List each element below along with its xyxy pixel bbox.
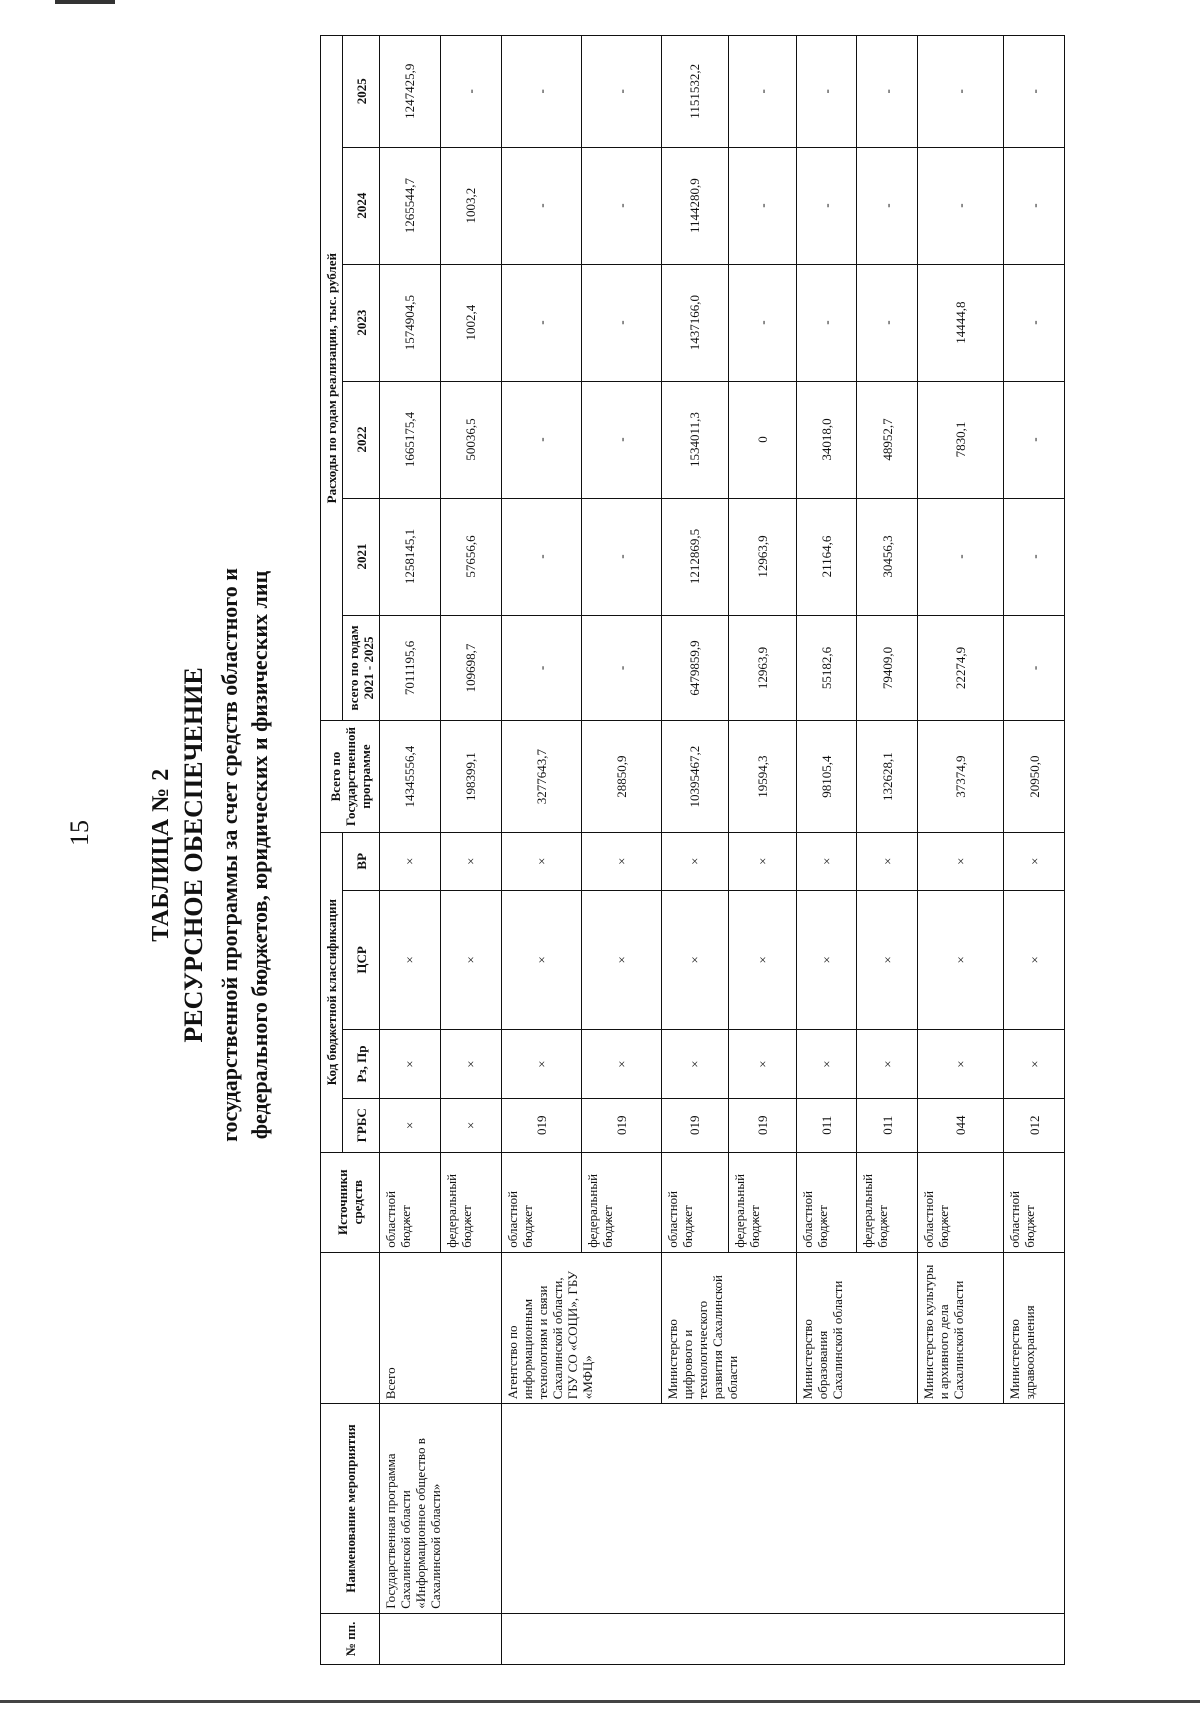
header-2025: 2025	[343, 36, 380, 148]
cell-2024: -	[796, 147, 857, 264]
cell-2023: -	[729, 264, 797, 381]
cell-2022: 7830,1	[918, 381, 1004, 498]
cell-vr: ×	[440, 832, 501, 890]
cell-2021: 1212869,5	[661, 498, 729, 615]
cell-years-total: 55182,6	[796, 615, 857, 721]
cell-2023: -	[796, 264, 857, 381]
cell-2022: 1534011,3	[661, 381, 729, 498]
cell-source: областной бюджет	[380, 1152, 441, 1252]
cell-2022: -	[501, 381, 581, 498]
cell-2024: -	[857, 147, 918, 264]
cell-rzpr: ×	[661, 1029, 729, 1098]
resource-table-container	[320, 35, 1065, 1665]
header-rzpr: Рз, Пр	[343, 1029, 380, 1098]
cell-2022: 0	[729, 381, 797, 498]
cell-grbs: ×	[440, 1099, 501, 1152]
cell-total: 37374,9	[918, 721, 1004, 832]
cell-source: областной бюджет	[918, 1152, 1004, 1252]
cell-vr: ×	[796, 832, 857, 890]
cell-executor: Всего	[380, 1252, 502, 1404]
cell-grbs: 011	[796, 1099, 857, 1152]
cell-csr: ×	[501, 890, 581, 1029]
cell-executor: Агентство по информационным технологиям и связи Сахалинской области, ГБУ СО «СОЦИ», ГБУ «МФЦ»	[501, 1252, 661, 1404]
cell-total: 28850,9	[581, 721, 661, 832]
cell-years-total: 79409,0	[857, 615, 918, 721]
cell-2025: -	[857, 36, 918, 148]
cell-grbs: 011	[857, 1099, 918, 1152]
header-num: № пп.	[321, 1613, 380, 1664]
cell-2021: -	[581, 498, 661, 615]
header-csr: ЦСР	[343, 890, 380, 1029]
cell-2024: -	[729, 147, 797, 264]
cell-2024: -	[1004, 147, 1065, 264]
cell-2023: 1574904,5	[380, 264, 441, 381]
cell-2024: -	[918, 147, 1004, 264]
cell-rzpr: ×	[501, 1029, 581, 1098]
cell-2021: -	[1004, 498, 1065, 615]
cell-csr: ×	[581, 890, 661, 1029]
cell-2022: 34018,0	[796, 381, 857, 498]
header-expenses: Расходы по годам реализации, тыс. рублей	[321, 36, 343, 721]
cell-2021: -	[501, 498, 581, 615]
header-2022: 2022	[343, 381, 380, 498]
cell-num	[501, 1613, 1064, 1664]
table-row	[501, 36, 581, 1665]
cell-2025: -	[1004, 36, 1065, 148]
table-label: ТАБЛИЦА № 2	[148, 768, 174, 942]
cell-vr: ×	[857, 832, 918, 890]
cell-2022: 1665175,4	[380, 381, 441, 498]
cell-2023: -	[1004, 264, 1065, 381]
cell-grbs: 019	[729, 1099, 797, 1152]
cell-grbs: 012	[1004, 1099, 1065, 1152]
cell-2023: -	[857, 264, 918, 381]
cell-grbs: 044	[918, 1099, 1004, 1152]
cell-total: 132628,1	[857, 721, 918, 832]
cell-source: областной бюджет	[1004, 1152, 1065, 1252]
page-number: 15	[65, 820, 94, 846]
resource-table	[320, 35, 1065, 1665]
cell-csr: ×	[796, 890, 857, 1029]
cell-vr: ×	[1004, 832, 1065, 890]
cell-source: областной бюджет	[661, 1152, 729, 1252]
cell-2021: 21164,6	[796, 498, 857, 615]
header-total-program: Всего по Государственной программе	[321, 721, 380, 832]
cell-2021: 57656,6	[440, 498, 501, 615]
cell-2025: -	[918, 36, 1004, 148]
cell-2022: -	[581, 381, 661, 498]
cell-num	[380, 1613, 502, 1664]
cell-csr: ×	[857, 890, 918, 1029]
header-grbs: ГРБС	[343, 1099, 380, 1152]
cell-years-total: -	[1004, 615, 1065, 721]
cell-2023: 14444,8	[918, 264, 1004, 381]
cell-total: 10395467,2	[661, 721, 729, 832]
cell-vr: ×	[661, 832, 729, 890]
cell-total: 19594,3	[729, 721, 797, 832]
cell-2024: -	[501, 147, 581, 264]
cell-2021: 30456,3	[857, 498, 918, 615]
cell-2022: -	[1004, 381, 1065, 498]
cell-years-total: 7011195,6	[380, 615, 441, 721]
cell-years-total: 109698,7	[440, 615, 501, 721]
cell-csr: ×	[1004, 890, 1065, 1029]
cell-grbs: ×	[380, 1099, 441, 1152]
cell-years-total: 22274,9	[918, 615, 1004, 721]
header-name: Наименование мероприятия	[321, 1404, 380, 1613]
cell-2025: -	[440, 36, 501, 148]
cell-2025: 1151532,2	[661, 36, 729, 148]
cell-rzpr: ×	[918, 1029, 1004, 1098]
cell-total: 3277643,7	[501, 721, 581, 832]
cell-grbs: 019	[661, 1099, 729, 1152]
page-subtitle-line-1: государственной программы за счет средств областного и	[217, 568, 242, 1142]
cell-source: федеральный бюджет	[729, 1152, 797, 1252]
cell-vr: ×	[918, 832, 1004, 890]
cell-2022: 48952,7	[857, 381, 918, 498]
cell-total: 198399,1	[440, 721, 501, 832]
cell-rzpr: ×	[1004, 1029, 1065, 1098]
cell-years-total: 12963,9	[729, 615, 797, 721]
cell-grbs: 019	[501, 1099, 581, 1152]
cell-program-name: Государственная программа Сахалинской области «Информационное общество в Сахалинской области»	[380, 1404, 502, 1613]
cell-executor: Министерство образования Сахалинской области	[796, 1252, 918, 1404]
cell-2021: -	[918, 498, 1004, 615]
cell-vr: ×	[581, 832, 661, 890]
cell-csr: ×	[440, 890, 501, 1029]
page-title: РЕСУРСНОЕ ОБЕСПЕЧЕНИЕ	[179, 667, 208, 1043]
cell-2025: -	[796, 36, 857, 148]
cell-2021: 12963,9	[729, 498, 797, 615]
header-budget-code: Код бюджетной классификации	[321, 832, 343, 1152]
cell-csr: ×	[661, 890, 729, 1029]
header-executor	[321, 1252, 380, 1404]
cell-rzpr: ×	[796, 1029, 857, 1098]
cell-rzpr: ×	[857, 1029, 918, 1098]
cell-2023: -	[501, 264, 581, 381]
cell-years-total: 6479859,9	[661, 615, 729, 721]
cell-csr: ×	[918, 890, 1004, 1029]
cell-2023: -	[581, 264, 661, 381]
cell-2023: 1437166,0	[661, 264, 729, 381]
scan-edge-mark	[55, 0, 115, 4]
header-2021: 2021	[343, 498, 380, 615]
cell-2024: -	[581, 147, 661, 264]
cell-source: федеральный бюджет	[857, 1152, 918, 1252]
cell-2025: 1247425,9	[380, 36, 441, 148]
cell-vr: ×	[380, 832, 441, 890]
table-row	[380, 36, 441, 1665]
cell-rzpr: ×	[729, 1029, 797, 1098]
cell-source: федеральный бюджет	[440, 1152, 501, 1252]
header-2024: 2024	[343, 147, 380, 264]
cell-years-total: -	[501, 615, 581, 721]
header-row-1	[321, 36, 343, 1665]
cell-executor: Министерство здравоохранения	[1004, 1252, 1065, 1404]
header-years-total: всего по годам 2021 - 2025	[343, 615, 380, 721]
cell-total: 20950,0	[1004, 721, 1065, 832]
cell-csr: ×	[380, 890, 441, 1029]
cell-executor: Министерство культуры и архивного дела Сахалинской области	[918, 1252, 1004, 1404]
cell-total: 14345556,4	[380, 721, 441, 832]
cell-executor: Министерство цифрового и технологического развития Сахалинской области	[661, 1252, 796, 1404]
header-sources: Источники средств	[321, 1152, 380, 1252]
cell-2025: -	[501, 36, 581, 148]
cell-2024: 1003,2	[440, 147, 501, 264]
cell-2021: 1258145,1	[380, 498, 441, 615]
cell-2022: 50036,5	[440, 381, 501, 498]
cell-source: областной бюджет	[796, 1152, 857, 1252]
cell-source: областной бюджет	[501, 1152, 581, 1252]
cell-program-name	[501, 1404, 1064, 1613]
cell-2024: 1265544,7	[380, 147, 441, 264]
cell-years-total: -	[581, 615, 661, 721]
page-subtitle-line-2: федерального бюджетов, юридических и физических лиц	[247, 570, 272, 1140]
cell-source: федеральный бюджет	[581, 1152, 661, 1252]
cell-rzpr: ×	[440, 1029, 501, 1098]
title-block	[140, 0, 340, 1710]
cell-vr: ×	[729, 832, 797, 890]
cell-csr: ×	[729, 890, 797, 1029]
cell-2024: 1144280,9	[661, 147, 729, 264]
cell-rzpr: ×	[380, 1029, 441, 1098]
cell-2023: 1002,4	[440, 264, 501, 381]
cell-grbs: 019	[581, 1099, 661, 1152]
header-vr: ВР	[343, 832, 380, 890]
header-2023: 2023	[343, 264, 380, 381]
cell-vr: ×	[501, 832, 581, 890]
cell-2025: -	[581, 36, 661, 148]
cell-2025: -	[729, 36, 797, 148]
cell-total: 98105,4	[796, 721, 857, 832]
cell-rzpr: ×	[581, 1029, 661, 1098]
